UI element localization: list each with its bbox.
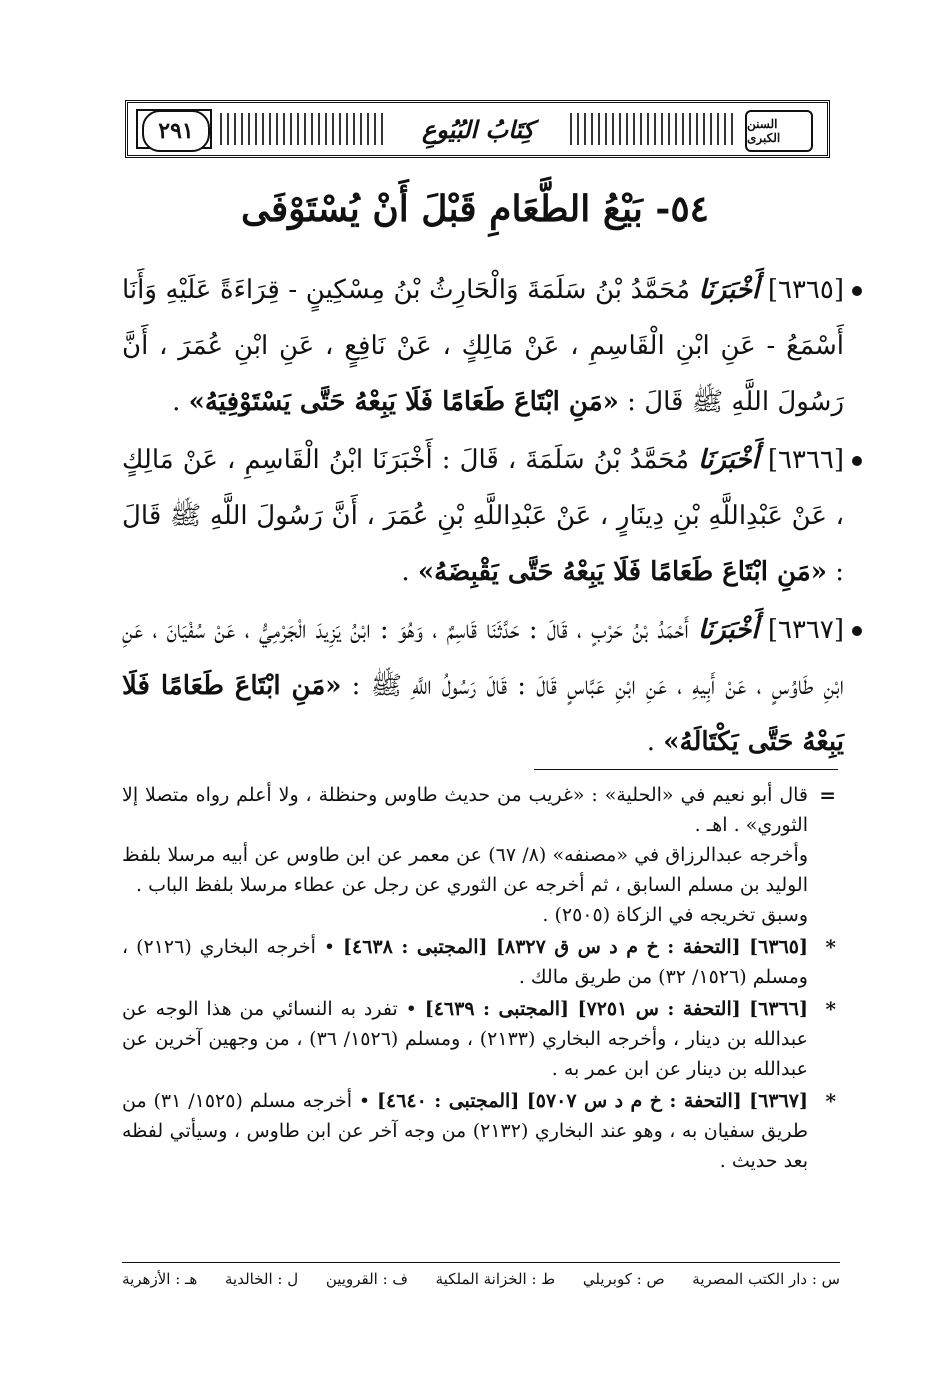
hadith-akhbarana: أَخْبَرَنَا bbox=[698, 445, 759, 475]
page-header bbox=[125, 100, 830, 158]
footnote-ref: [٦٣٦٦] [التحفة : س ٧٢٥١] [المجتبى : ٤٦٣٩] bbox=[424, 998, 808, 1020]
footnote-6366 bbox=[122, 994, 840, 1084]
footnote-ref: [٦٣٦٥] [التحفة : خ م د س ق ٨٣٢٧] [المجتبى : ٤٦٣٨] bbox=[343, 936, 808, 958]
legend-item: ف : القرويين bbox=[325, 1270, 408, 1288]
footnote-6367 bbox=[122, 1086, 840, 1176]
bullet-icon bbox=[852, 286, 862, 296]
legend-item: ل : الخالدية bbox=[225, 1270, 299, 1288]
footnote-text: • تفرد به النسائي من هذا الوجه عن عبدالله بن دينار ، وأخرجه البخاري (٢١٣٣) ، ومسلم (١٥٢٦/ ٣٦) ، من وجهين آخرين عن عبدالله بن دينار عن ابن عمر به . bbox=[122, 998, 808, 1080]
footnote-continuation bbox=[122, 780, 840, 930]
footnote-divider bbox=[534, 769, 838, 770]
footnote-line: قال أبو نعيم في «الحلية» : «غريب من حديث طاوس وحنظلة ، ولا أعلم رواه متصلا إلا الثوري» . اهـ . bbox=[122, 784, 808, 836]
footnote-line: وأخرجه عبدالرزاق في «مصنفه» (٨/ ٦٧) عن معمر عن ابن طاوس عن أبيه مرسلا بلفظ الوليد بن مسلم السابق ، ثم أخرجه عن الثوري عن رجل عن عطاء مرسلا بلفظ الباب . bbox=[122, 844, 808, 896]
legend-item: س : دار الكتب المصرية bbox=[692, 1270, 840, 1288]
hadith-matn: «مَنِ ابْتَاعَ طَعَامًا فَلَا يَبِعْهُ حَتَّى يَسْتَوْفِيَهُ» bbox=[188, 387, 619, 417]
hadith-end: . bbox=[172, 387, 189, 417]
page-number: ٢٩١ bbox=[142, 110, 210, 152]
ornament-strip-right bbox=[570, 113, 735, 145]
hadith-akhbarana: أَخْبَرَنَا bbox=[698, 275, 760, 305]
footnote-text: • أخرجه مسلم (١٥٢٥/ ٣١) من طريق سفيان به ، وهو عند البخاري (٢١٣٢) من وجه آخر عن ابن طاوس ، وسيأتي لفظه بعد حديث . bbox=[122, 1090, 809, 1172]
bullet-icon bbox=[852, 626, 862, 636]
hadith-matn: «مَنِ ابْتَاعَ طَعَامًا فَلَا يَبِعْهُ حَتَّى يَقْبِضَهُ» bbox=[417, 557, 827, 587]
legend-item: ص : كوبريلي bbox=[582, 1270, 665, 1288]
footnotes bbox=[122, 780, 840, 1178]
asterisk-marker: * bbox=[825, 1089, 836, 1113]
hadith-isnad: مُحَمَّدُ بْنُ سَلَمَةَ ، قَالَ : أَخْبَرَنَا ابْنُ الْقَاسِمِ ، عَنْ مَالِكٍ ، عَنْ عَبْدِاللَّهِ بْنِ دِينَارٍ ، عَنْ عَبْدِاللَّهِ بْنِ عُمَرَ ، أَنَّ رَسُولَ اللَّهِ ﷺ قَالَ : bbox=[122, 445, 844, 587]
bullet-icon bbox=[852, 456, 862, 466]
hadith-number: [٦٣٦٥] bbox=[767, 275, 844, 305]
hadith-matn: «مَنِ ابْتَاعَ طَعَامًا فَلَا يَبِعْهُ حَتَّى يَكْتَالَهُ» bbox=[122, 671, 844, 757]
chapter-title: ٥٤- بَيْعُ الطَّعَامِ قَبْلَ أَنْ يُسْتَوْفَى bbox=[240, 188, 710, 230]
asterisk-marker: * bbox=[825, 935, 836, 959]
hadith-isnad: مُحَمَّدُ بْنُ سَلَمَةَ وَالْحَارِثُ بْنُ مِسْكِينٍ - قِرَاءَةً عَلَيْهِ وَأَنَا أَسْمَعُ - عَنِ ابْنِ الْقَاسِمِ ، عَنْ مَالِكٍ ، عَنْ نَافِعٍ ، عَنِ ابْنِ عُمَرَ ، أَنَّ رَسُولَ اللَّهِ ﷺ قَالَ : bbox=[122, 275, 844, 417]
hadith-number: [٦٣٦٦] bbox=[767, 445, 845, 475]
hadith-6365 bbox=[122, 262, 844, 430]
asterisk-marker: * bbox=[825, 997, 836, 1021]
bottom-divider bbox=[122, 1262, 840, 1263]
hadith-isnad: أَحْمَدُ بْنُ حَرْبٍ ، قَالَ : حَدَّثَنَا قَاسِمٌ ، وَهُوَ : ابْنُ يَزِيدَ الْجَرْمِيُّ ، عَنْ سُفْيَانَ ، عَنِ ابْنِ طَاوُسٍ ، عَنْ أَبِيهِ ، عَنِ ابْنِ عَبَّاسٍ قَالَ : قَالَ رَسُولُ اللَّهِ ﷺ : bbox=[122, 615, 844, 701]
hadith-akhbarana: أَخْبَرَنَا bbox=[697, 615, 759, 645]
footnote-ref: [٦٣٦٧] [التحفة : خ م د س ٥٧٠٧] [المجتبى : ٤٦٤٠] bbox=[377, 1090, 808, 1112]
legend-item: ط : الخزانة الملكية bbox=[435, 1270, 556, 1288]
book-title: كِتَابُ البُيُوعِ bbox=[393, 107, 563, 151]
hadith-6367 bbox=[122, 602, 844, 770]
hadith-number: [٦٣٦٧] bbox=[767, 615, 845, 645]
ornament-strip-left bbox=[220, 113, 385, 145]
footnote-line: وسبق تخريجه في الزكاة (٢٥٠٥) . bbox=[542, 904, 808, 926]
continuation-marker: = bbox=[819, 783, 836, 807]
manuscript-legend bbox=[122, 1268, 840, 1290]
hadith-6366 bbox=[122, 432, 844, 600]
book-seal-logo: السنن الكبرى bbox=[745, 110, 813, 152]
hadith-text bbox=[122, 262, 844, 772]
hadith-end: . bbox=[646, 727, 664, 757]
footnote-text: • أخرجه البخاري (٢١٢٦) ، ومسلم (١٥٢٦/ ٣٢) من طريق مالك . bbox=[122, 936, 808, 988]
footnote-6365 bbox=[122, 932, 840, 992]
legend-item: هـ : الأزهرية bbox=[122, 1270, 198, 1288]
hadith-end: . bbox=[401, 557, 418, 587]
